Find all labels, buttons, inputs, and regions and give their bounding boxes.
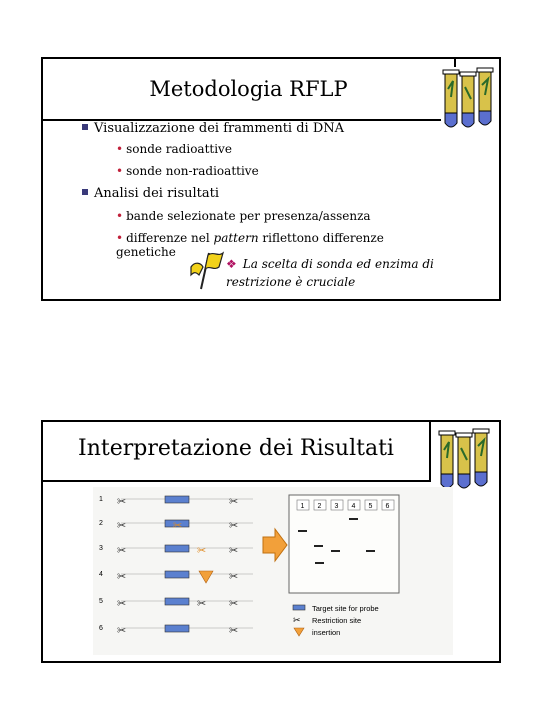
row-number: 4: [99, 571, 103, 578]
probe-target: [165, 625, 189, 632]
sub-bullet-text: riflettono differenze: [258, 231, 384, 245]
square-bullet-icon: [82, 189, 88, 195]
callout: [226, 255, 434, 291]
sub-bullet: [116, 209, 371, 223]
lane-number: 4: [351, 503, 356, 510]
lane-number: 1: [300, 503, 305, 510]
scissors-icon: ✂: [229, 544, 239, 557]
gel-band: [314, 545, 323, 547]
flag-icon: [189, 249, 225, 291]
bullet-label: Analisi dei risultati: [94, 186, 220, 201]
lane-number: 2: [317, 503, 322, 510]
scissors-icon: ✂: [117, 519, 127, 532]
title-box: [41, 57, 456, 121]
square-bullet-icon: [82, 124, 88, 130]
dot-bullet-icon: •: [116, 231, 124, 245]
sub-bullet: [116, 164, 259, 178]
legend-target-swatch: [293, 605, 305, 610]
sub-bullet-label: sonde non-radioattive: [126, 164, 259, 178]
dot-bullet-icon: •: [116, 142, 124, 156]
sub-bullet-text: genetiche: [116, 245, 176, 259]
bullet-label: Visualizzazione dei frammenti di DNA: [94, 121, 345, 136]
lane-number: 6: [385, 503, 390, 510]
scissors-icon: ✂: [117, 495, 127, 508]
test-tubes-icon: [441, 67, 497, 133]
sub-bullet-italic: pattern: [213, 231, 259, 245]
probe-target: [165, 545, 189, 552]
slide-metodologia: [41, 57, 501, 301]
scissors-icon: ✂: [173, 519, 183, 532]
scissors-icon: ✂: [293, 616, 301, 626]
lane-number: 5: [368, 503, 373, 510]
scissors-icon: ✂: [229, 519, 239, 532]
gel-band: [331, 550, 340, 552]
dot-bullet-icon: •: [116, 209, 124, 223]
scissors-icon: ✂: [117, 597, 127, 610]
test-tubes-icon: [436, 428, 494, 494]
bullet-analisi: [82, 186, 219, 201]
scissors-icon: ✂: [229, 597, 239, 610]
callout-line: restrizione è cruciale: [226, 275, 356, 289]
slide-title: Metodologia RFLP: [149, 77, 348, 101]
sub-bullet: [116, 142, 232, 156]
diamond-bullet-icon: ❖: [226, 257, 237, 271]
legend-insertion-label: insertion: [312, 628, 341, 637]
probe-target: [165, 598, 189, 605]
scissors-icon: ✂: [117, 624, 127, 637]
rflp-diagram: [93, 487, 453, 655]
sub-bullet-text: differenze nel: [126, 231, 214, 245]
probe-target: [165, 496, 189, 503]
sub-bullet-label: sonde radioattive: [126, 142, 232, 156]
gel-band: [349, 518, 358, 520]
scissors-icon: ✂: [197, 544, 207, 557]
dot-bullet-icon: •: [116, 164, 124, 178]
callout-line: La scelta di sonda ed enzima di: [242, 257, 434, 271]
title-box: [41, 420, 431, 482]
scissors-icon: ✂: [229, 495, 239, 508]
scissors-icon: ✂: [229, 570, 239, 583]
scissors-icon: ✂: [117, 570, 127, 583]
probe-target: [165, 571, 189, 578]
gel-band: [298, 530, 307, 532]
gel-band: [366, 550, 375, 552]
row-number: 2: [99, 520, 103, 527]
legend-restriction-label: Restriction site: [312, 616, 362, 625]
row-number: 1: [99, 496, 103, 503]
legend-target-label: Target site for probe: [312, 604, 379, 613]
row-number: 5: [99, 598, 103, 605]
lane-number: 3: [334, 503, 339, 510]
gel-band: [315, 562, 324, 564]
bullet-visualizzazione: [82, 121, 344, 136]
row-number: 3: [99, 545, 103, 552]
scissors-icon: ✂: [117, 544, 127, 557]
scissors-icon: ✂: [197, 597, 207, 610]
slide-title: Interpretazione dei Risultati: [78, 436, 394, 461]
slide-interpretazione: [41, 420, 501, 663]
row-number: 6: [99, 625, 103, 632]
scissors-icon: ✂: [229, 624, 239, 637]
sub-bullet-label: bande selezionate per presenza/assenza: [126, 209, 371, 223]
